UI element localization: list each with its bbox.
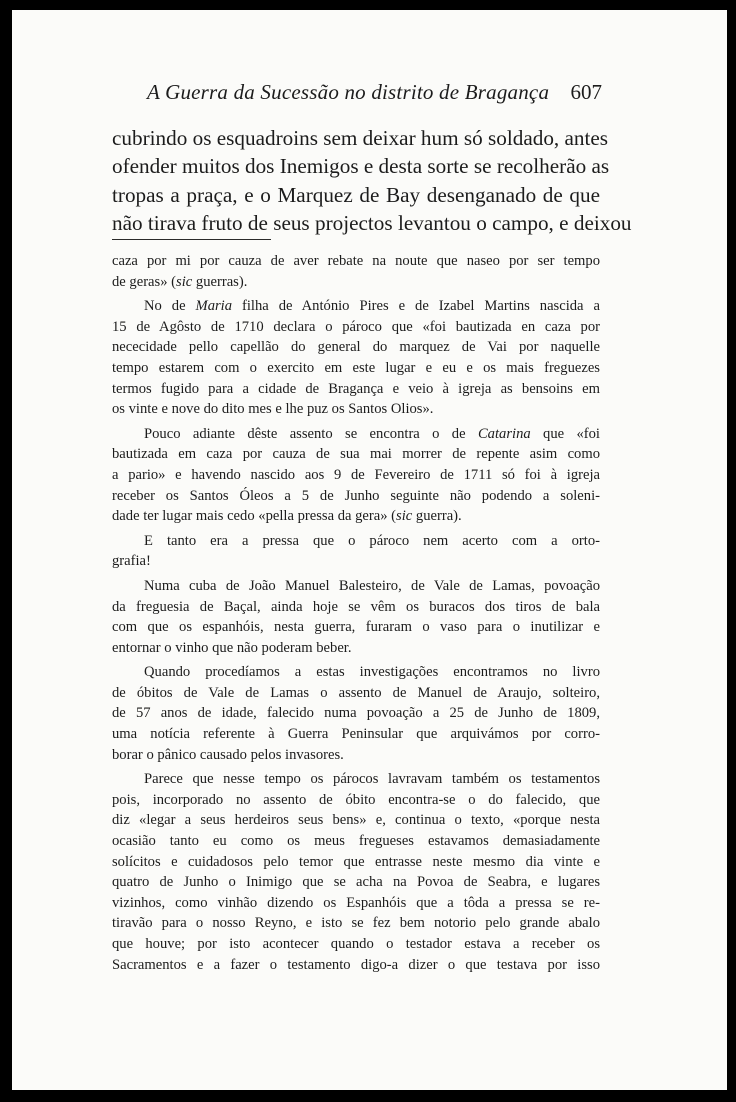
main-line: tropas a praça, e o Marquez de Bay desenganado de que (112, 182, 600, 207)
footnotes (112, 251, 600, 975)
footnote-line: pois, incorporado no assento de óbito encontra-se o do falecido, que (112, 791, 600, 808)
main-line: não tirava fruto de seus projectos levantou o campo, e deixou (112, 211, 632, 236)
footnote-line: uma notícia referente à Guerra Peninsular que arquivámos por corro- (112, 726, 600, 743)
footnote-line: ocasião tanto eu como os meus fregueses estavamos demasiadamente (112, 833, 600, 850)
footnote-line: de óbitos de Vale de Lamas o assento de Manuel de Araujo, solteiro, (112, 684, 600, 701)
footnote-line: Sacramentos e a fazer o testamento digo-a dizer o que testava por isso (112, 956, 600, 973)
footnote-line: que houve; por isto acontecer quando o testador estava a receber os (112, 936, 600, 952)
footnote-line: Numa cuba de João Manuel Balesteiro, de Vale de Lamas, povoação (144, 577, 600, 594)
main-line: ofender muitos dos Inemigos e desta sorte se recolherão as (112, 154, 610, 179)
footnote-line: entornar o vinho que não poderam beber. (112, 639, 352, 656)
footnote-line: termos fugido para a cidade de Bragança e veio à igreja as bensoins em (112, 380, 600, 397)
footnote-line: os vinte e nove do dito mes e lhe puz os Santos Olios». (112, 401, 434, 418)
footnote-line: solícitos e cuidadosos pelo temor que entrasse neste mesmo dia vinte e (112, 853, 600, 870)
footnote-line: E tanto era a pressa que o pároco nem acerto com a orto- (144, 532, 600, 549)
footnote-line: vizinhos, como vinhão dizendo os Espanhóis que a tôda a pressa se re- (112, 894, 600, 911)
footnote-line: a pario» e havendo nascido aos 9 de Fevereiro de 1711 só foi à igreja (112, 466, 600, 483)
footnote-line: dade ter lugar mais cedo «pella pressa da gera» (sic guerra). (112, 508, 462, 525)
footnote-line: com que os espanhóis, nesta guerra, furaram o vaso para o inutilizar e (112, 619, 600, 636)
footnote-line: receber os Santos Óleos a 5 de Junho seguinte não podendo a soleni- (112, 487, 600, 504)
page-number: 607 (570, 80, 602, 104)
footnote-separator (112, 239, 271, 240)
footnote-line: Pouco adiante dêste assento se encontra o de Catarina que «foi (144, 425, 600, 442)
footnote-line: Quando procedíamos a estas investigações encontramos no livro (144, 664, 600, 681)
footnote-line: da freguesia de Baçal, ainda hoje se vêm os buracos dos tiros de bala (112, 598, 600, 615)
running-title: A Guerra da Sucessão no distrito de Bragança (147, 80, 550, 104)
main-text (112, 124, 632, 238)
footnote-line: 15 de Agôsto de 1710 declara o pároco que «foi bautizada en caza por (112, 318, 600, 335)
footnote-line: diz «legar a seus herdeiros seus bens» e, continua o texto, «porque nesta (112, 812, 600, 829)
running-header (147, 78, 602, 106)
footnote-line: bautizada em caza por cauza de sua mai morrer de repente asim como (112, 446, 600, 463)
footnote-line: Parece que nesse tempo os párocos lavravam também os testamentos (144, 771, 600, 788)
footnote-line: borar o pânico causado pelos invasores. (112, 746, 344, 763)
footnote-line: de 57 anos de idade, falecido numa povoação a 25 de Junho de 1809, (112, 705, 600, 722)
footnote-line: quatro de Junho o Inimigo que se acha na Povoa de Seabra, e lugares (112, 874, 600, 891)
footnote-line: tempo estarem com o exercito em este lugar e eu e os mais freguezes (112, 359, 600, 376)
footnote-line: caza por mi por cauza de aver rebate na noute que naseo por ser tempo (112, 253, 600, 269)
footnote-line: No de Maria filha de António Pires e de Izabel Martins nascida a (144, 298, 600, 315)
main-line: cubrindo os esquadroins sem deixar hum só soldado, antes (112, 126, 609, 150)
footnote-line: nececidade pello capellão do general do marquez de Vai por naquelle (112, 339, 600, 356)
footnote-line: tiravão para o nosso Reyno, e isto se fez bem notorio pelo grande abalo (112, 915, 600, 932)
footnote-line: de geras» (sic guerras). (112, 273, 248, 290)
footnote-line: grafia! (112, 553, 151, 570)
book-page (12, 10, 727, 1090)
